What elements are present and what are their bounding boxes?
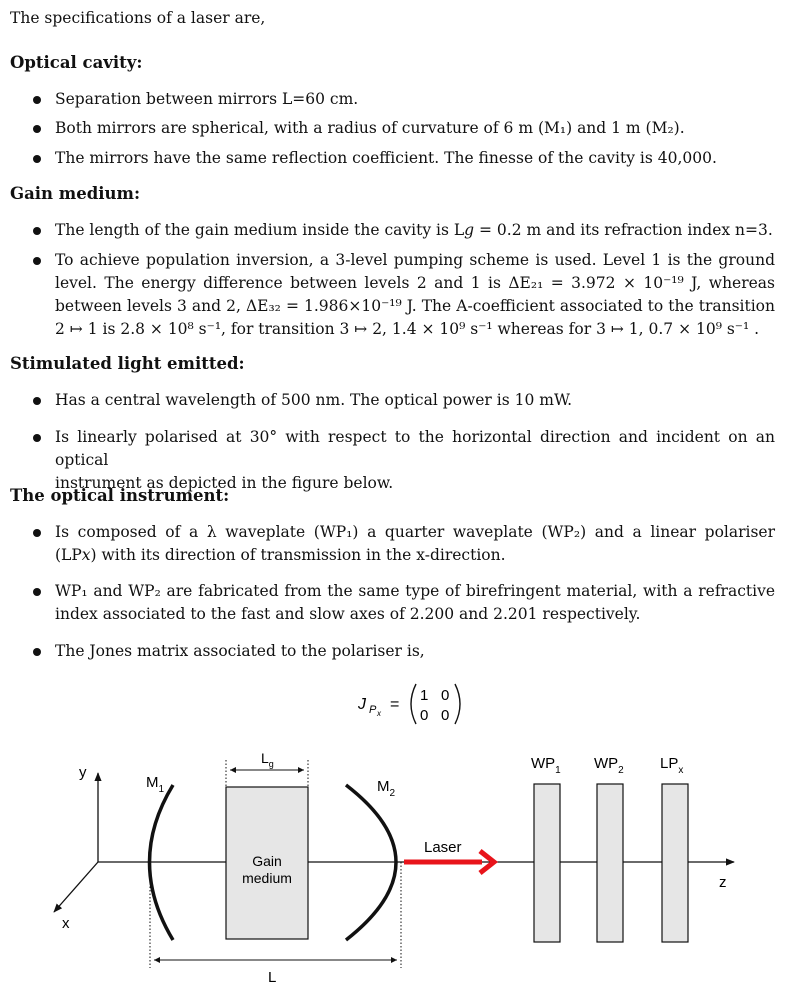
- wp2-label: $WP_2$: [594, 755, 624, 776]
- list-item-line: level. The energy difference between levels 2 and 1 is ΔE₂₁ = 3.972 × 10⁻¹⁹ J, whereas: [55, 274, 775, 292]
- list-item-line: 2 ↦ 1 is 2.8 × 10⁸ s⁻¹, for transition 3 ↦ 2, 1.4 × 10⁹ s⁻¹ whereas for 3 ↦ 1, 0.7 × 10⁹ s⁻¹ .: [55, 320, 760, 338]
- list-item-line: between levels 3 and 2, ΔE₃₂ = 1.986×10⁻¹⁹ J. The A-coefficient associated to the transition: [55, 297, 775, 315]
- bullet: [33, 529, 41, 537]
- lg-label: $L_g$: [261, 750, 274, 769]
- bullet: [33, 648, 41, 656]
- equation-lhs-subsub: x: [377, 709, 381, 718]
- matrix-cell: 0: [420, 707, 429, 724]
- axis-y-label: y: [79, 764, 87, 781]
- list-item: [55, 249, 775, 341]
- l-label: L: [268, 969, 277, 986]
- list-item-line: Is composed of a λ waveplate (WP₁) a quarter waveplate (WP₂) and a linear polariser: [55, 523, 775, 541]
- axis-x-label: x: [62, 915, 70, 932]
- list-item-line: Has a central wavelength of 500 nm. The optical power is 10 mW.: [55, 391, 573, 409]
- matrix-cell: 0: [441, 687, 450, 704]
- section-title-gain-medium: Gain medium:: [10, 184, 141, 203]
- axis-z-label: z: [719, 874, 727, 891]
- list-item: [55, 580, 775, 626]
- equation-lhs: J: [358, 696, 366, 713]
- section-title-stimulated-light: Stimulated light emitted:: [10, 354, 245, 373]
- list-item-line: The length of the gain medium inside the cavity is L𝑔 = 0.2 m and its refraction index n=3.: [55, 221, 773, 239]
- equation-lhs-sub: P: [369, 704, 377, 716]
- mirror-m2-label: $M_2$: [377, 778, 396, 799]
- bullet: [33, 96, 41, 104]
- matrix-right-bracket: [455, 684, 460, 724]
- waveplate-wp2: [597, 784, 623, 942]
- mirror-m1-label: $M_1$: [146, 774, 165, 795]
- section-title-optical-instrument: The optical instrument:: [10, 486, 230, 505]
- list-item: The mirrors have the same reflection coefficient. The finesse of the cavity is 40,000.: [55, 149, 717, 167]
- bullet: [33, 257, 41, 265]
- list-item-line: To achieve population inversion, a 3-level pumping scheme is used. Level 1 is the ground: [55, 251, 775, 269]
- list-item-line: The Jones matrix associated to the polariser is,: [55, 642, 425, 660]
- matrix-cell: 0: [441, 707, 450, 724]
- list-item-line: WP₁ and WP₂ are fabricated from the same type of birefringent material, with a refractive: [55, 582, 775, 600]
- bullet: [33, 125, 41, 133]
- list-item: [55, 640, 775, 663]
- section-title-optical-cavity: Optical cavity:: [10, 53, 143, 72]
- bullet: [33, 434, 41, 442]
- list-item: Separation between mirrors L=60 cm.: [55, 90, 359, 108]
- bullet: [33, 155, 41, 163]
- lpx-label: $LP_x$: [660, 755, 684, 776]
- list-item: [55, 426, 775, 495]
- jones-matrix-equation: [340, 680, 500, 730]
- list-item-line: Is linearly polarised at 30° with respect to the horizontal direction and incident on an optical: [55, 428, 775, 469]
- matrix-left-bracket: [411, 684, 416, 724]
- bullet: [33, 588, 41, 596]
- wp1-label: $WP_1$: [531, 755, 561, 776]
- bullet: [33, 397, 41, 405]
- polariser-lpx: [662, 784, 688, 942]
- equation-equals: =: [390, 696, 400, 713]
- list-item-line: index associated to the fast and slow axes of 2.200 and 2.201 respectively.: [55, 605, 641, 623]
- matrix-cell: 1: [420, 687, 429, 704]
- waveplate-wp1: [534, 784, 560, 942]
- laser-label: Laser: [424, 839, 462, 856]
- x-axis: [54, 862, 98, 912]
- gain-medium-label-line1: Gain: [252, 853, 282, 869]
- laser-setup-figure: [0, 740, 794, 990]
- bullet: [33, 227, 41, 235]
- intro-text: The specifications of a laser are,: [10, 9, 266, 27]
- gain-medium-label-line2: medium: [242, 870, 292, 886]
- list-item-line: (LP𝑥) with its direction of transmission in the x-direction.: [55, 546, 506, 564]
- list-item-line: instrument as depicted in the figure below.: [55, 474, 394, 492]
- list-item: [55, 389, 775, 412]
- list-item: [55, 521, 775, 567]
- list-item: Both mirrors are spherical, with a radius of curvature of 6 m (M₁) and 1 m (M₂).: [55, 119, 685, 137]
- list-item: [55, 219, 775, 242]
